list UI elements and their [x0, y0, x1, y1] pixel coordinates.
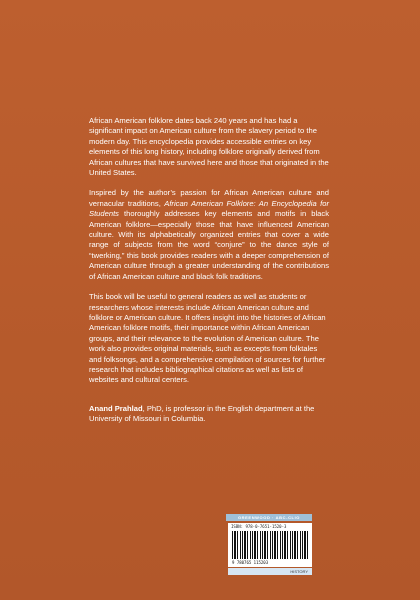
barcode-bars: [232, 531, 310, 559]
barcode-block: [226, 514, 312, 584]
description-paragraph-1: African American folklore dates back 240 years and has had a significant impact on American culture from the slavery period to the modern day. This encyclopedia provides accessible entries on key elements of this long history, including folklore originally derived from African cultures that have survived here and those that originated in the United States.: [89, 116, 329, 178]
barcode: [228, 523, 312, 567]
description-paragraph-2: [89, 188, 329, 282]
book-title: African American Folklore: An Encyclopedia for Students: [89, 198, 329, 219]
blurb: [89, 116, 329, 435]
paragraph-2-body: thoroughly addresses key elements and motifs in black American folklore—especially those that have influenced American culture. With its alphabetically organized entries that cover a wide range of subjects from the word “conjure” to the dance style of “twerking,” this book provides readers with a deeper comprehension of American culture through a greater understanding of the contributions of African American culture and black folk traditions.: [89, 209, 329, 281]
isbn-label: ISBN: 978-0-7651-1520-3: [231, 524, 287, 529]
author-bio: [89, 404, 329, 425]
category-label: HISTORY: [228, 568, 312, 575]
barcode-digits: 9 780765 115203: [232, 560, 269, 565]
description-paragraph-3: This book will be useful to general readers as well as students or researchers whose interests include African American culture and folklore or American culture. It offers insight into the histories of African American folklore motifs, their importance within African American groups, and their relevance to the evolution of American culture. The work also provides original materials, such as excepts from folktales and folksongs, and a comprehensive compilation of sources for further research that includes bibliographical citations as well as lists of websites and cultural centers.: [89, 292, 326, 385]
paragraph-2-intro: Inspired by the author’s passion for African American culture and vernacular traditions,: [89, 188, 329, 208]
author-credentials: , PhD, is professor in the English department at the University of Missouri in Columbia.: [89, 403, 315, 424]
author-name: Anand Prahlad: [89, 403, 143, 413]
publisher-strip: GREENWOOD · ABC-CLIO: [226, 514, 312, 521]
